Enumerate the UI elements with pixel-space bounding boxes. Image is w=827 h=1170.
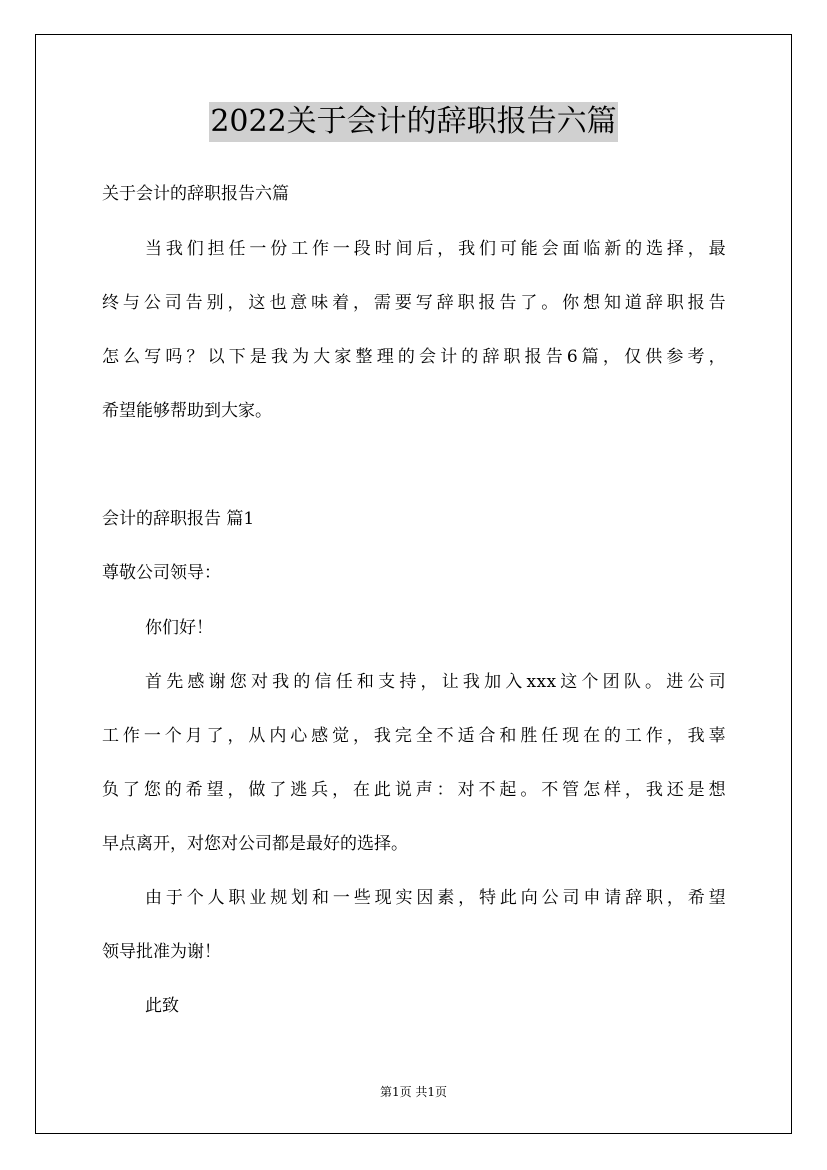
closing: 此致 xyxy=(145,996,179,1016)
intro-line-1: 当我们担任一份工作一段时间后，我们可能会面临新的选择，最 xyxy=(145,239,726,259)
intro-line-3: 怎么写吗？以下是我为大家整理的会计的辞职报告6篇，仅供参考， xyxy=(102,347,726,367)
paragraph1-line-4: 早点离开，对您对公司都是最好的选择。 xyxy=(102,834,408,854)
paragraph1-line-2: 工作一个月了，从内心感觉，我完全不适合和胜任现在的工作，我辜 xyxy=(102,726,726,746)
greeting: 你们好！ xyxy=(145,618,213,638)
title-container xyxy=(0,102,827,142)
section-heading: 会计的辞职报告 篇1 xyxy=(102,509,255,529)
document-subtitle: 关于会计的辞职报告六篇 xyxy=(102,184,289,204)
intro-line-2: 终与公司告别，这也意味着，需要写辞职报告了。你想知道辞职报告 xyxy=(102,293,726,313)
salutation: 尊敬公司领导： xyxy=(102,563,221,583)
paragraph2-line-1: 由于个人职业规划和一些现实因素，特此向公司申请辞职，希望 xyxy=(145,888,726,908)
intro-line-4: 希望能够帮助到大家。 xyxy=(102,401,272,421)
document-title: 2022关于会计的辞职报告六篇 xyxy=(209,102,617,142)
paragraph1-line-1: 首先感谢您对我的信任和支持，让我加入xxx这个团队。进公司 xyxy=(145,672,726,692)
page-number-footer: 第1页 共1页 xyxy=(379,1085,448,1099)
paragraph2-line-2: 领导批准为谢！ xyxy=(102,942,221,962)
paragraph1-line-3: 负了您的希望，做了逃兵，在此说声：对不起。不管怎样，我还是想 xyxy=(102,780,726,800)
